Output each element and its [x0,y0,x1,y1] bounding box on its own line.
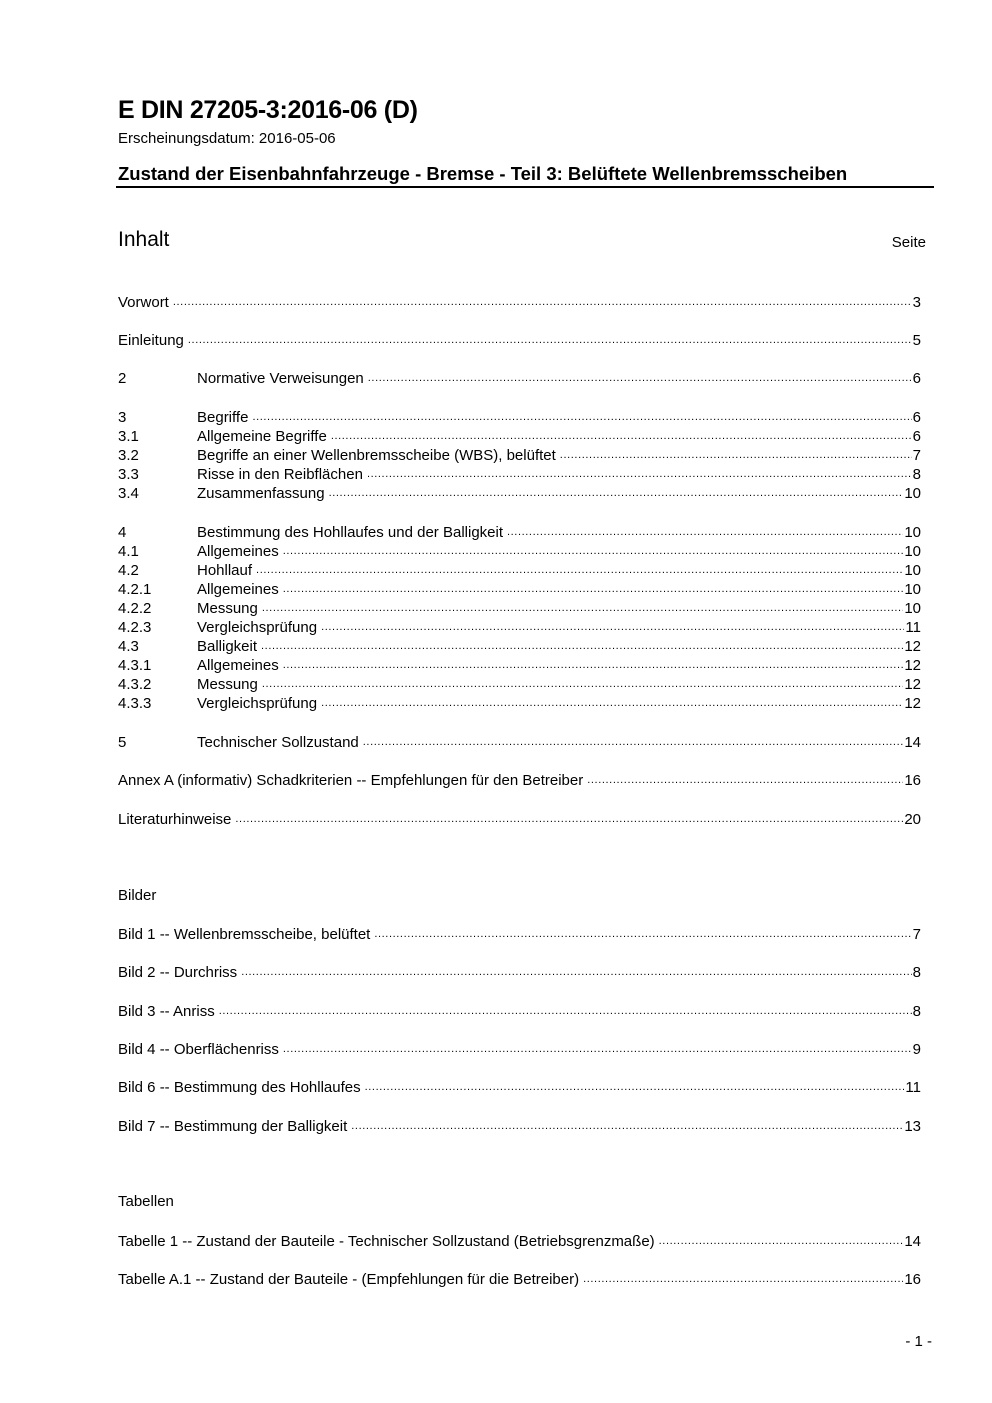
toc-entry-number: 4.3 [118,638,139,655]
toc-entry-title: Messung [197,600,258,617]
dot-leader [507,525,903,539]
figure-entry[interactable] [118,1078,921,1097]
toc-entry-title: Hohllauf [197,562,253,579]
toc-heading: Inhalt [118,228,170,251]
toc-entry-number: 4.1 [118,543,139,560]
toc-entry[interactable] [118,694,921,713]
toc-entry-title: Einleitung [118,332,184,349]
dot-leader [262,677,903,691]
dot-leader [235,812,903,826]
publication-date: Erscheinungsdatum: 2016-05-06 [118,130,336,147]
subject-underline [116,186,934,188]
toc-entry-page: 8 [912,466,921,483]
figure-entry-page: 13 [904,1118,921,1135]
toc-entry[interactable] [118,656,921,675]
toc-entry[interactable] [118,637,921,656]
toc-entry-number: 3.3 [118,466,139,483]
figure-entry[interactable] [118,1002,921,1021]
page-number: - 1 - [905,1333,932,1350]
figure-entry[interactable] [118,963,921,982]
dot-leader [587,773,903,787]
figure-entry-title: Bild 1 -- Wellenbremsscheibe, belüftet [118,926,371,943]
dot-leader [659,1234,904,1248]
toc-entry[interactable] [118,369,921,388]
toc-entry[interactable] [118,599,921,618]
toc-entry[interactable] [118,542,921,561]
figure-entry[interactable] [118,1117,921,1136]
dot-leader [188,333,912,347]
tables-heading: Tabellen [118,1193,174,1210]
dot-leader [262,601,903,615]
toc-entry-number: 3.1 [118,428,139,445]
document-title: E DIN 27205-3:2016-06 (D) [118,96,418,124]
dot-leader [331,429,912,443]
toc-entry[interactable] [118,484,921,503]
table-entry-title: Tabelle 1 -- Zustand der Bauteile - Technischer Sollzustand (Betriebsgrenzmaße) [118,1233,655,1250]
dot-leader [252,410,911,424]
toc-entry-title: Technischer Sollzustand [197,734,359,751]
toc-entry[interactable] [118,446,921,465]
dot-leader [329,486,904,500]
page-column-label: Seite [891,234,926,251]
toc-entry-title: Bestimmung des Hohllaufes und der Balligkeit [197,524,503,541]
table-entry-page: 14 [904,1233,921,1250]
dot-leader [219,1004,912,1018]
toc-entry-title: Allgemeine Begriffe [197,428,327,445]
figure-entry[interactable] [118,925,921,944]
toc-entry-page: 6 [912,370,921,387]
dot-leader [321,696,903,710]
toc-entry-page: 12 [904,657,921,674]
table-entry-page: 16 [904,1271,921,1288]
toc-entry-title: Zusammenfassung [197,485,325,502]
toc-entry-number: 4.2.3 [118,619,152,636]
toc-entry[interactable] [118,675,921,694]
toc-entry-page: 14 [904,734,921,751]
toc-entry-page: 10 [904,524,921,541]
toc-entry[interactable] [118,427,921,446]
toc-entry-page: 12 [904,695,921,712]
dot-leader [241,965,911,979]
toc-entry-number: 3.2 [118,447,139,464]
toc-entry-number: 3.4 [118,485,139,502]
toc-entry-page: 10 [904,581,921,598]
table-entry[interactable] [118,1232,921,1251]
toc-entry-title: Vergleichsprüfung [197,619,318,636]
dot-leader [283,544,904,558]
toc-entry[interactable] [118,408,921,427]
toc-entry-title: Begriffe an einer Wellenbremsscheibe (WBS), belüftet [197,447,556,464]
toc-entry[interactable] [118,523,921,542]
toc-entry-title: Begriffe [197,409,249,426]
toc-entry-title: Allgemeines [197,543,279,560]
toc-entry[interactable] [118,293,921,312]
toc-entry-title: Messung [197,676,258,693]
toc-entry-title: Allgemeines [197,657,279,674]
toc-entry[interactable] [118,733,921,752]
toc-entry-title: Vorwort [118,294,169,311]
toc-entry-title: Allgemeines [197,581,279,598]
dot-leader [256,563,903,577]
table-entry[interactable] [118,1270,921,1289]
figure-entry[interactable] [118,1040,921,1059]
dot-leader [363,735,904,749]
toc-entry-page: 12 [904,638,921,655]
toc-entry-number: 4.2.1 [118,581,152,598]
toc-entry[interactable] [118,561,921,580]
dot-leader [283,582,904,596]
dot-leader [583,1272,903,1286]
figure-entry-title: Bild 3 -- Anriss [118,1003,215,1020]
toc-entry-page: 16 [904,772,921,789]
figure-entry-title: Bild 7 -- Bestimmung der Balligkeit [118,1118,348,1135]
toc-entry-title: Risse in den Reibflächen [197,466,363,483]
toc-entry-title: Annex A (informativ) Schadkriterien -- Empfehlungen für den Betreiber [118,772,584,789]
toc-entry-page: 20 [904,811,921,828]
toc-entry-page: 6 [912,409,921,426]
toc-entry-number: 4 [118,524,127,541]
toc-entry-number: 4.3.2 [118,676,152,693]
toc-entry[interactable] [118,771,921,790]
toc-entry-page: 10 [904,562,921,579]
toc-entry-page: 11 [905,619,921,636]
toc-entry-number: 2 [118,370,127,387]
figures-heading: Bilder [118,887,157,904]
toc-entry-page: 7 [912,447,921,464]
toc-entry[interactable] [118,618,921,637]
toc-entry-page: 10 [904,600,921,617]
toc-entry-number: 5 [118,734,127,751]
dot-leader [560,448,912,462]
toc-entry-page: 3 [912,294,921,311]
figure-entry-page: 8 [912,964,921,981]
figure-entry-page: 9 [912,1041,921,1058]
document-subject: Zustand der Eisenbahnfahrzeuge - Bremse - Teil 3: Belüftete Wellenbremsscheiben [118,163,848,184]
toc-entry[interactable] [118,580,921,599]
table-entry-title: Tabelle A.1 -- Zustand der Bauteile - (Empfehlungen für die Betreiber) [118,1271,580,1288]
toc-entry-page: 12 [904,676,921,693]
dot-leader [374,927,911,941]
toc-entry-number: 4.3.3 [118,695,152,712]
dot-leader [283,658,904,672]
figure-entry-page: 7 [912,926,921,943]
dot-leader [173,295,912,309]
toc-entry[interactable] [118,331,921,350]
toc-entry-page: 5 [912,332,921,349]
dot-leader [368,371,912,385]
figure-entry-page: 8 [912,1003,921,1020]
figure-entry-page: 11 [905,1079,921,1096]
dot-leader [367,467,912,481]
toc-entry-number: 3 [118,409,127,426]
toc-entry[interactable] [118,465,921,484]
toc-entry-title: Vergleichsprüfung [197,695,318,712]
toc-entry-page: 10 [904,543,921,560]
toc-entry-page: 10 [904,485,921,502]
dot-leader [321,620,904,634]
dot-leader [261,639,903,653]
toc-entry-title: Normative Verweisungen [197,370,364,387]
figure-entry-title: Bild 2 -- Durchriss [118,964,238,981]
figure-entry-title: Bild 4 -- Oberflächenriss [118,1041,279,1058]
dot-leader [365,1080,905,1094]
dot-leader [351,1119,903,1133]
toc-entry-title: Balligkeit [197,638,258,655]
toc-entry-number: 4.2 [118,562,139,579]
toc-entry-number: 4.2.2 [118,600,152,617]
toc-entry-number: 4.3.1 [118,657,152,674]
toc-entry-title: Literaturhinweise [118,811,232,828]
toc-entry-page: 6 [912,428,921,445]
toc-entry[interactable] [118,810,921,829]
dot-leader [283,1042,912,1056]
figure-entry-title: Bild 6 -- Bestimmung des Hohllaufes [118,1079,361,1096]
